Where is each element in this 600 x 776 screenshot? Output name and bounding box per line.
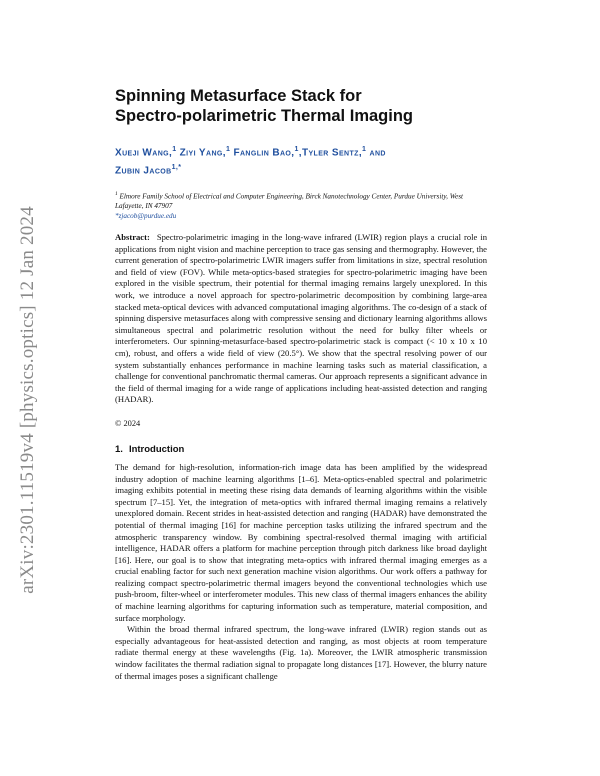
- affiliation-text: Elmore Family School of Electrical and Computer Engineering, Birck Nanotechnology Center, Purdue University, West Lafayette, IN 47907: [115, 192, 464, 211]
- abstract-label: Abstract:: [115, 232, 150, 243]
- author-name: ,Tyler Sentz,: [298, 147, 363, 159]
- author-conjunction: and: [369, 147, 386, 159]
- copyright: © 2024: [115, 418, 141, 428]
- arxiv-stamp: [8, 190, 48, 610]
- author-sup: 1,*: [171, 164, 182, 172]
- author-sup: 1: [172, 146, 177, 153]
- author-name: Xueji Wang,: [115, 147, 173, 159]
- section-title: Introduction: [128, 443, 185, 455]
- section-heading: [115, 444, 487, 455]
- abstract: [115, 232, 487, 406]
- title-line-2: Spectro-polarimetric Thermal Imaging: [115, 107, 413, 125]
- author-name: Fanglin Bao,: [233, 147, 295, 159]
- author-name: Zubin Jacob: [115, 165, 172, 177]
- paper-page: [115, 86, 487, 682]
- affiliation: [115, 189, 487, 211]
- author-sup: 1: [225, 146, 231, 153]
- author-name: Ziyi Yang,: [179, 147, 226, 159]
- section-number: 1.: [115, 443, 123, 455]
- intro-paragraph-1: The demand for high-resolution, information-rich image data has been amplified by the widespread industry adoption of machine learning algorithms [1–6]. Meta-optics-enabled spectral and polarimetric imaging exhibits potential in meeting these rising data demands of learning algorithms within the visible spectrum [7–15]. Yet, the integration of meta-optics with infrared thermal imaging remains a relatively unexplored domain. Recent strides in heat-assisted detection and ranging (HADAR) have demonstrated the potential of thermal imaging [16] for machine perception tasks utilizing the infrared spectrum and the atmospheric transparency window. By combining spectral-resolved thermal imaging with artificial intelligence, HADAR offers a platform for machine perception through pitch darkness like broad daylight [16]. Here, our goal is to show that integrating meta-optics with infrared thermal imaging emerges as a crucial enabling factor for such next generation machine vision algorithms. Our work offers a pathway for realizing compact spectro-polarimetric thermal imagers beyond the conventional technologies which use push-broom, filter-wheel or interferometer modules. This new class of thermal imagers enhances the ability of machine learning algorithms for capturing information such as temperature, material composition, and surface morphology.: [115, 461, 487, 623]
- author-list: [115, 142, 487, 179]
- arxiv-id-text: arXiv:2301.11519v4 [physics.optics] 12 Jan 2024: [17, 206, 39, 594]
- corresponding-email[interactable]: *zjacob@purdue.edu: [115, 212, 177, 221]
- intro-paragraph-2: Within the broad thermal infrared spectrum, the long-wave infrared (LWIR) region stands out as especially advantageous for heat-assisted detection and ranging, as most objects at room temperature radiate thermal energy at these wavelengths (Fig. 1a). Moreover, the LWIR atmospheric transmission window facilitates the thermal radiation signal to propagate long distances [17]. However, the blurry nature of thermal images poses a significant challenge: [115, 624, 487, 681]
- abstract-text: Spectro-polarimetric imaging in the long-wave infrared (LWIR) region plays a crucial role in applications from night vision and machine perception to trace gas sensing and thermography. However, the current generation of spectro-polarimetric LWIR imagers suffer from limitations in size, spectral resolution and field of view (FOV). While meta-optics-based strategies for spectro-polarimetric imaging have been explored in the visible spectrum, their potential for thermal imaging remains largely unexplored. In this work, we introduce a novel approach for spectro-polarimetric decomposition by combining large-area stacked meta-optical devices with advanced computational imaging algorithms. The co-design of a stack of spinning dispersive metasurfaces along with compressive sensing and dictionary learning algorithms allows simultaneous spectral and polarimetric resolution without the need for bulky filter wheels or interferometers. Our spinning-metasurface-based spectro-polarimetric stack is compact (< 10 x 10 x 10 cm), robust, and offers a wide field of view (20.5°). We show that the spectral resolving power of our system substantially enhances performance in machine learning tasks such as material classification, a challenge for conventional panchromatic thermal cameras. Our approach represents a significant advance in the field of thermal imaging for a wide range of applications including heat-assisted detection and ranging (HADAR).: [115, 232, 488, 405]
- paper-title: [115, 86, 487, 126]
- title-line-1: Spinning Metasurface Stack for: [115, 87, 362, 105]
- author-sup: 1: [294, 146, 299, 153]
- affiliation-sup: 1: [115, 190, 118, 197]
- author-sup: 1: [362, 146, 367, 153]
